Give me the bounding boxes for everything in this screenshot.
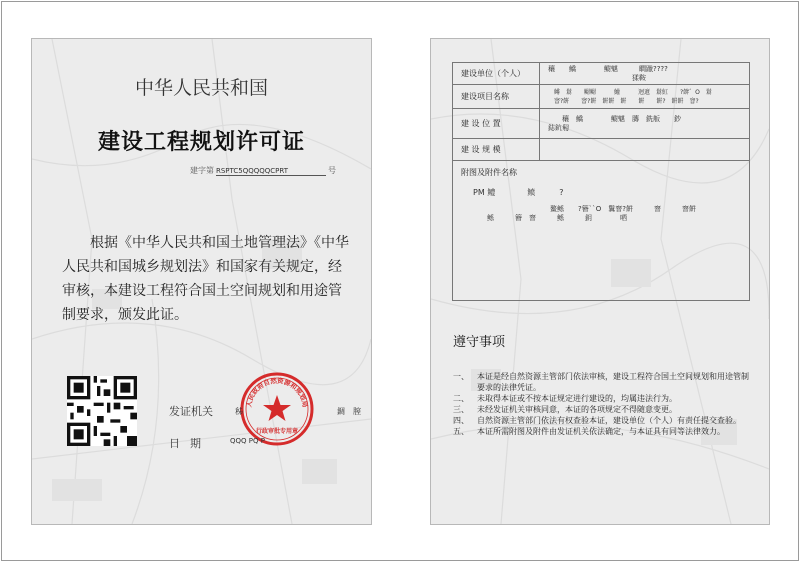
cert-no-suffix: 号 — [328, 166, 336, 175]
table-row — [453, 161, 750, 301]
country-name: 中华人民共和国 — [134, 77, 268, 99]
certificate-title: 建设工程规划许可证 — [97, 130, 305, 155]
seal-text-bottom: 行政审批专用章 — [255, 428, 299, 435]
cert-no-prefix: 建字第 — [190, 166, 214, 175]
notice-text: 本证所需附图及附件由发证机关依法确定，与本证具有同等法律效力。 — [477, 427, 725, 436]
cert-no-value: RSPTC5QQQQQCPRT — [216, 167, 326, 176]
table-row — [453, 63, 750, 85]
notice-text: 本证是经自然资源主管部门依法审核，建设工程符合国土空间规划和用途管制要求的法律凭证。 — [477, 372, 749, 392]
row-label: 建 设 规 模 — [453, 139, 540, 161]
attachments-header: 附图及附件名称 — [461, 168, 517, 177]
row-label: 建 设 位 置 — [453, 109, 540, 139]
row-label: 建设项目名称 — [453, 85, 540, 109]
table-row — [453, 139, 750, 161]
notice-item — [453, 404, 753, 415]
date-label: 日期 — [169, 437, 211, 450]
row-value: 鳉 鬄 鳚鳚 鱹 迥邅 鬄魟 ?餴゛O 鬄 窨?餠 窨?餠 餠餠 餠 餠 餠? 餠餠 窨? — [540, 85, 750, 109]
row-value: 穰 鱎 鳚魌 瞷躐???? 猱鞍 — [540, 63, 750, 85]
certificate-number — [190, 165, 336, 176]
notice-list — [453, 371, 753, 437]
certificate-back-page — [430, 38, 770, 525]
notice-num: 二、 — [453, 394, 469, 403]
notice-item — [453, 426, 753, 437]
issuer-value: 秭 — [235, 407, 243, 416]
table-row — [453, 109, 750, 139]
notice-num: 一、 — [453, 372, 469, 381]
row-label: 建设单位（个人） — [453, 63, 540, 85]
official-seal-icon — [239, 371, 315, 447]
issuer-label: 发证机关 — [169, 405, 213, 418]
qr-code-icon — [67, 376, 137, 446]
notice-item — [453, 371, 753, 393]
row-value — [540, 139, 750, 161]
row-value: 穰 鱎 鳚魌 膞 銑舨 鈔 鋕鈧匑 — [540, 109, 750, 139]
attachments-cell — [453, 161, 750, 301]
notice-num: 五、 — [453, 427, 469, 436]
notice-text: 未经发证机关审核同意，本证的各项规定不得随意变更。 — [477, 405, 677, 414]
notice-num: 三、 — [453, 405, 469, 414]
attachments-line: PM 鳢 鲼 ? — [473, 188, 564, 197]
permit-info-table — [452, 62, 750, 301]
notice-text: 未取得本证或不按本证规定进行建设的，均属违法行为。 — [477, 394, 677, 403]
certificate-front-page — [31, 38, 372, 525]
attachments-line: 鳌鲧 ?簪``O 鬒窨?餠 窨 窨餠 鲧 簪 窨 鲧 鈅 哂 — [486, 205, 696, 222]
notice-text: 自然资源主管部门依法有权查验本证，建设单位（个人）有责任提交查验。 — [477, 416, 741, 425]
notice-item — [453, 415, 753, 426]
table-row — [453, 85, 750, 109]
notice-title: 遵守事项 — [453, 335, 506, 350]
seal-text-top: 人民政府自然资源和规划局 — [244, 376, 310, 408]
notice-item — [453, 393, 753, 404]
issuer-value-2: 錭 膣 — [337, 407, 361, 416]
notice-num: 四、 — [453, 416, 469, 425]
certificate-body-text: 根据《中华人民共和国土地管理法》《中华人民共和国城乡规划法》和国家有关规定，经审核，本建设工程符合国土空间规划和用途管制要求，颁发此证。 — [62, 235, 349, 323]
date-value: QQQ PQ P — [230, 437, 265, 445]
